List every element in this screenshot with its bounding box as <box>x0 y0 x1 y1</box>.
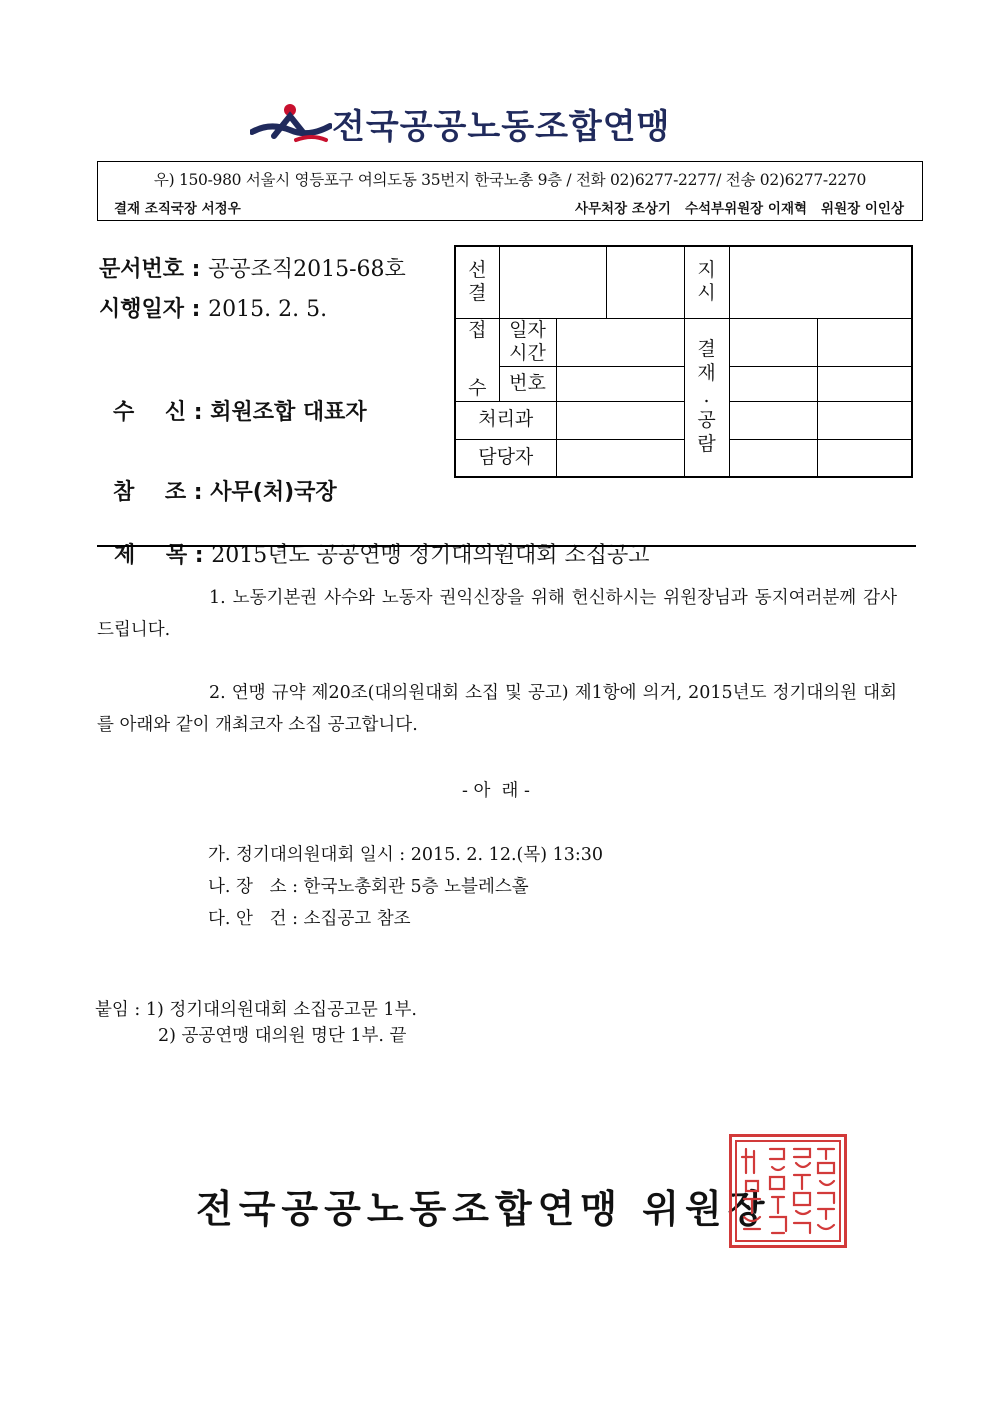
doc-number-label: 문서번호 : <box>99 257 209 282</box>
approval-chair: 위원장 이인상 <box>821 201 904 217</box>
routing-approval-cell <box>729 439 817 477</box>
subject-label: 제 목 : <box>114 543 212 568</box>
recipient-value: 회원조합 대표자 <box>210 400 367 425</box>
org-emblem-icon <box>250 100 332 146</box>
header-info-box <box>97 161 923 221</box>
doc-number-value: 공공조직2015-68호 <box>208 257 406 282</box>
routing-number-label: 번호 <box>499 367 556 401</box>
routing-approval-cell <box>729 401 817 439</box>
routing-prior-cell-1 <box>499 246 606 318</box>
approval-secretary: 사무처장 조상기 <box>574 201 671 217</box>
routing-dept-cell <box>556 401 684 439</box>
list-item-agenda: 다. 안 건 : 소집공고 참조 <box>208 909 411 929</box>
routing-approval-cell <box>729 367 817 401</box>
below-heading: - 아 래 - <box>462 781 530 801</box>
routing-approval-cell <box>817 318 912 367</box>
doc-number <box>99 252 406 283</box>
approval-left: 결재 조직국장 서정우 <box>114 201 241 217</box>
paragraph-1-text: 1. 노동기본권 사수와 노동자 권익신장을 위해 헌신하시는 위원장님과 동지여러분께 감사드립니다. <box>97 588 897 640</box>
routing-dept-label: 처리과 <box>455 401 556 439</box>
footer-signature-title: 전국공공노동조합연맹 위원장 <box>196 1187 771 1231</box>
org-name: 전국공공노동조합연맹 <box>332 106 671 147</box>
routing-date-time-label: 일자 시간 <box>499 318 556 367</box>
routing-approval-label: 결 재 . 공 람 <box>684 318 729 477</box>
issue-date-label: 시행일자 : <box>99 297 209 322</box>
official-seal <box>729 1134 847 1248</box>
list-item-datetime: 가. 정기대의원대회 일시 : 2015. 2. 12.(목) 13:30 <box>208 845 604 865</box>
routing-handler-cell <box>556 439 684 477</box>
approval-right <box>561 197 904 217</box>
routing-receipt-label: 접 수 <box>455 318 499 401</box>
attachment-1: 붙임 : 1) 정기대의원대회 소집공고문 1부. <box>95 1000 417 1020</box>
reference <box>99 450 337 506</box>
subject-underline <box>97 545 916 547</box>
recipient-label: 수 신 : <box>113 400 211 425</box>
routing-approval-cell <box>817 439 912 477</box>
routing-date-time-cell <box>556 318 684 367</box>
list-item-venue: 나. 장 소 : 한국노총회관 5층 노블레스홀 <box>208 877 529 897</box>
routing-prior-label: 선 결 <box>455 246 499 318</box>
routing-number-cell <box>556 367 684 401</box>
paragraph-1 <box>97 582 897 646</box>
address-line: 우) 150-980 서울시 영등포구 여의도동 35번지 한국노총 9층 / 전화 02)6277-2277/ 전송 02)6277-2270 <box>153 171 867 189</box>
routing-instruction-label: 지 시 <box>684 246 729 318</box>
routing-handler-label: 담당자 <box>455 439 556 477</box>
reference-value: 사무(처)국장 <box>210 480 337 505</box>
subject-text: 2015년도 공공연맹 정기대의원대회 소집공고 <box>211 543 650 568</box>
routing-instruction-cell <box>729 246 912 318</box>
org-logo <box>250 98 740 148</box>
routing-approval-cell <box>817 401 912 439</box>
recipient <box>99 370 367 426</box>
reference-label: 참 조 : <box>113 480 211 505</box>
attachment-2: 2) 공공연맹 대의원 명단 1부. 끝 <box>158 1026 407 1046</box>
routing-prior-cell-2 <box>606 246 684 318</box>
subject <box>100 513 650 569</box>
paragraph-2 <box>97 677 897 741</box>
approval-vice-chair: 수석부위원장 이재혁 <box>684 201 808 217</box>
routing-approval-cell <box>817 367 912 401</box>
routing-approval-cell <box>729 318 817 367</box>
routing-table <box>454 245 913 478</box>
paragraph-2-text: 2. 연맹 규약 제20조(대의원대회 소집 및 공고) 제1항에 의거, 2015년도 정기대의원 대회를 아래와 같이 개최코자 소집 공고합니다. <box>97 683 897 735</box>
issue-date-value: 2015. 2. 5. <box>208 297 328 322</box>
seal-icon <box>732 1137 844 1245</box>
issue-date <box>99 292 327 323</box>
